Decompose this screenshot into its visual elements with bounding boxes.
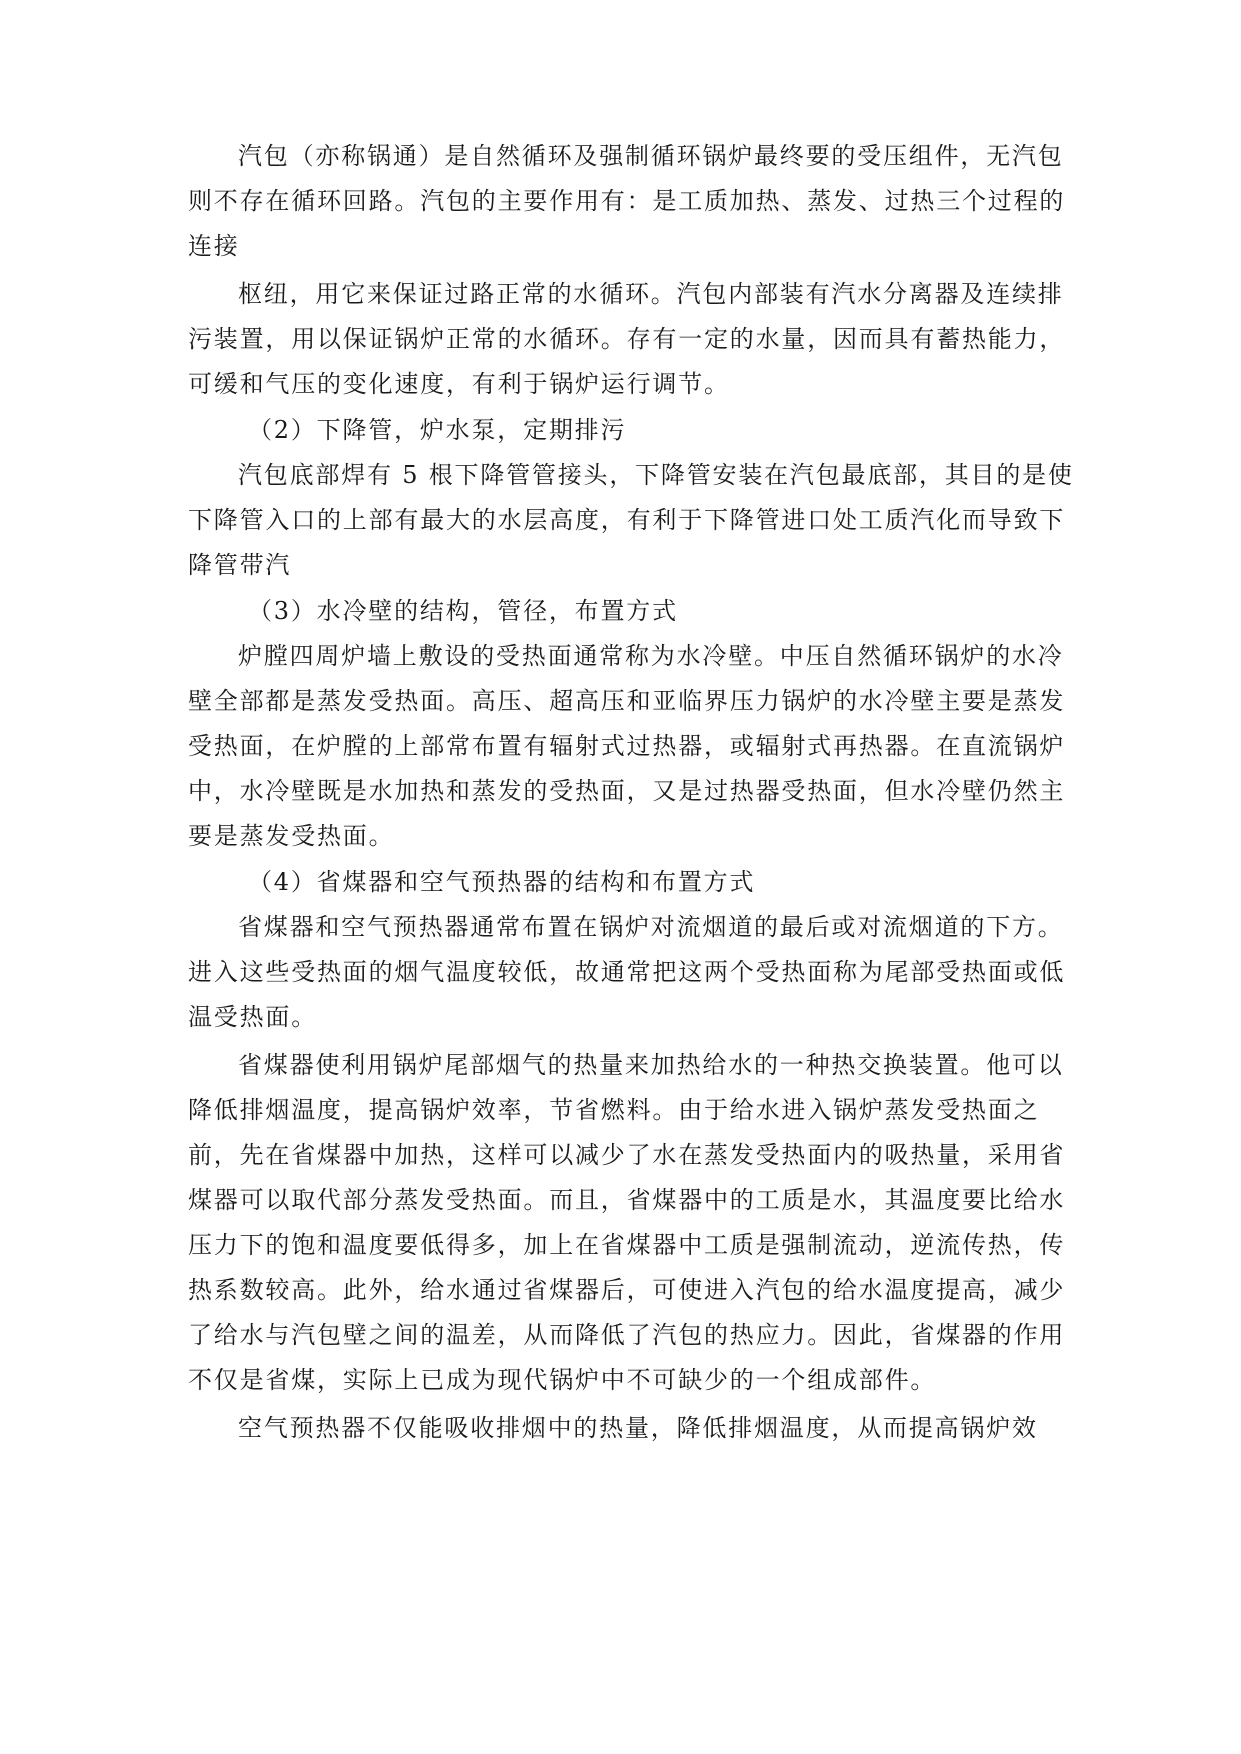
paragraph-line: 炉膛四周炉墙上敷设的受热面通常称为水冷壁。中压自然循环锅炉的水冷 (238, 642, 1064, 670)
paragraph-line: 连接 (188, 232, 240, 260)
paragraph-line: 前，先在省煤器中加热，这样可以减少了水在蒸发受热面内的吸热量，采用省 (188, 1141, 1066, 1169)
paragraph-line: 汽包（亦称锅通）是自然循环及强制循环锅炉最终要的受压组件，无汽包 (238, 142, 1064, 170)
paragraph-line: 压力下的饱和温度要低得多，加上在省煤器中工质是强制流动，逆流传热，传 (188, 1231, 1066, 1259)
paragraph-line: 汽包底部焊有 5 根下降管管接头，下降管安装在汽包最底部，其目的是使 (238, 461, 1074, 489)
paragraph-line: 要是蒸发受热面。 (188, 822, 395, 850)
paragraph-line: 省煤器和空气预热器通常布置在锅炉对流烟道的最后或对流烟道的下方。 (238, 913, 1064, 941)
section-heading: （4）省煤器和空气预热器的结构和布置方式 (248, 868, 756, 896)
section-heading: （2）下降管，炉水泵，定期排污 (248, 416, 627, 444)
paragraph-line: 进入这些受热面的烟气温度较低，故通常把这两个受热面称为尾部受热面或低 (188, 958, 1066, 986)
paragraph-line: 温受热面。 (188, 1003, 317, 1031)
paragraph-line: 不仅是省煤，实际上已成为现代锅炉中不可缺少的一个组成部件。 (188, 1366, 937, 1394)
paragraph-line: 降管带汽 (188, 551, 292, 579)
paragraph-line: 了给水与汽包壁之间的温差，从而降低了汽包的热应力。因此，省煤器的作用 (188, 1321, 1066, 1349)
paragraph-line: 壁全部都是蒸发受热面。高压、超高压和亚临界压力锅炉的水冷壁主要是蒸发 (188, 687, 1066, 715)
section-heading: （3）水冷壁的结构，管径，布置方式 (248, 597, 678, 625)
paragraph-line: 中，水冷壁既是水加热和蒸发的受热面，又是过热器受热面，但水冷壁仍然主 (188, 777, 1066, 805)
paragraph-line: 省煤器使利用锅炉尾部烟气的热量来加热给水的一种热交换装置。他可以 (238, 1051, 1064, 1079)
paragraph-line: 下降管入口的上部有最大的水层高度，有利于下降管进口处工质汽化而导致下 (188, 506, 1066, 534)
paragraph-line: 煤器可以取代部分蒸发受热面。而且，省煤器中的工质是水，其温度要比给水 (188, 1186, 1066, 1214)
paragraph-line: 降低排烟温度，提高锅炉效率，节省燃料。由于给水进入锅炉蒸发受热面之 (188, 1096, 1040, 1124)
paragraph-line: 可缓和气压的变化速度，有利于锅炉运行调节。 (188, 370, 730, 398)
paragraph-line: 受热面，在炉膛的上部常布置有辐射式过热器，或辐射式再热器。在直流锅炉 (188, 732, 1066, 760)
paragraph-line: 空气预热器不仅能吸收排烟中的热量，降低排烟温度，从而提高锅炉效 (238, 1414, 1038, 1442)
paragraph-line: 则不存在循环回路。汽包的主要作用有：是工质加热、蒸发、过热三个过程的 (188, 187, 1066, 215)
paragraph-line: 热系数较高。此外，给水通过省煤器后，可使进入汽包的给水温度提高，减少 (188, 1276, 1066, 1304)
paragraph-line: 污装置，用以保证锅炉正常的水循环。存有一定的水量，因而具有蓄热能力， (188, 325, 1066, 353)
paragraph-line: 枢纽，用它来保证过路正常的水循环。汽包内部装有汽水分离器及连续排 (238, 280, 1064, 308)
